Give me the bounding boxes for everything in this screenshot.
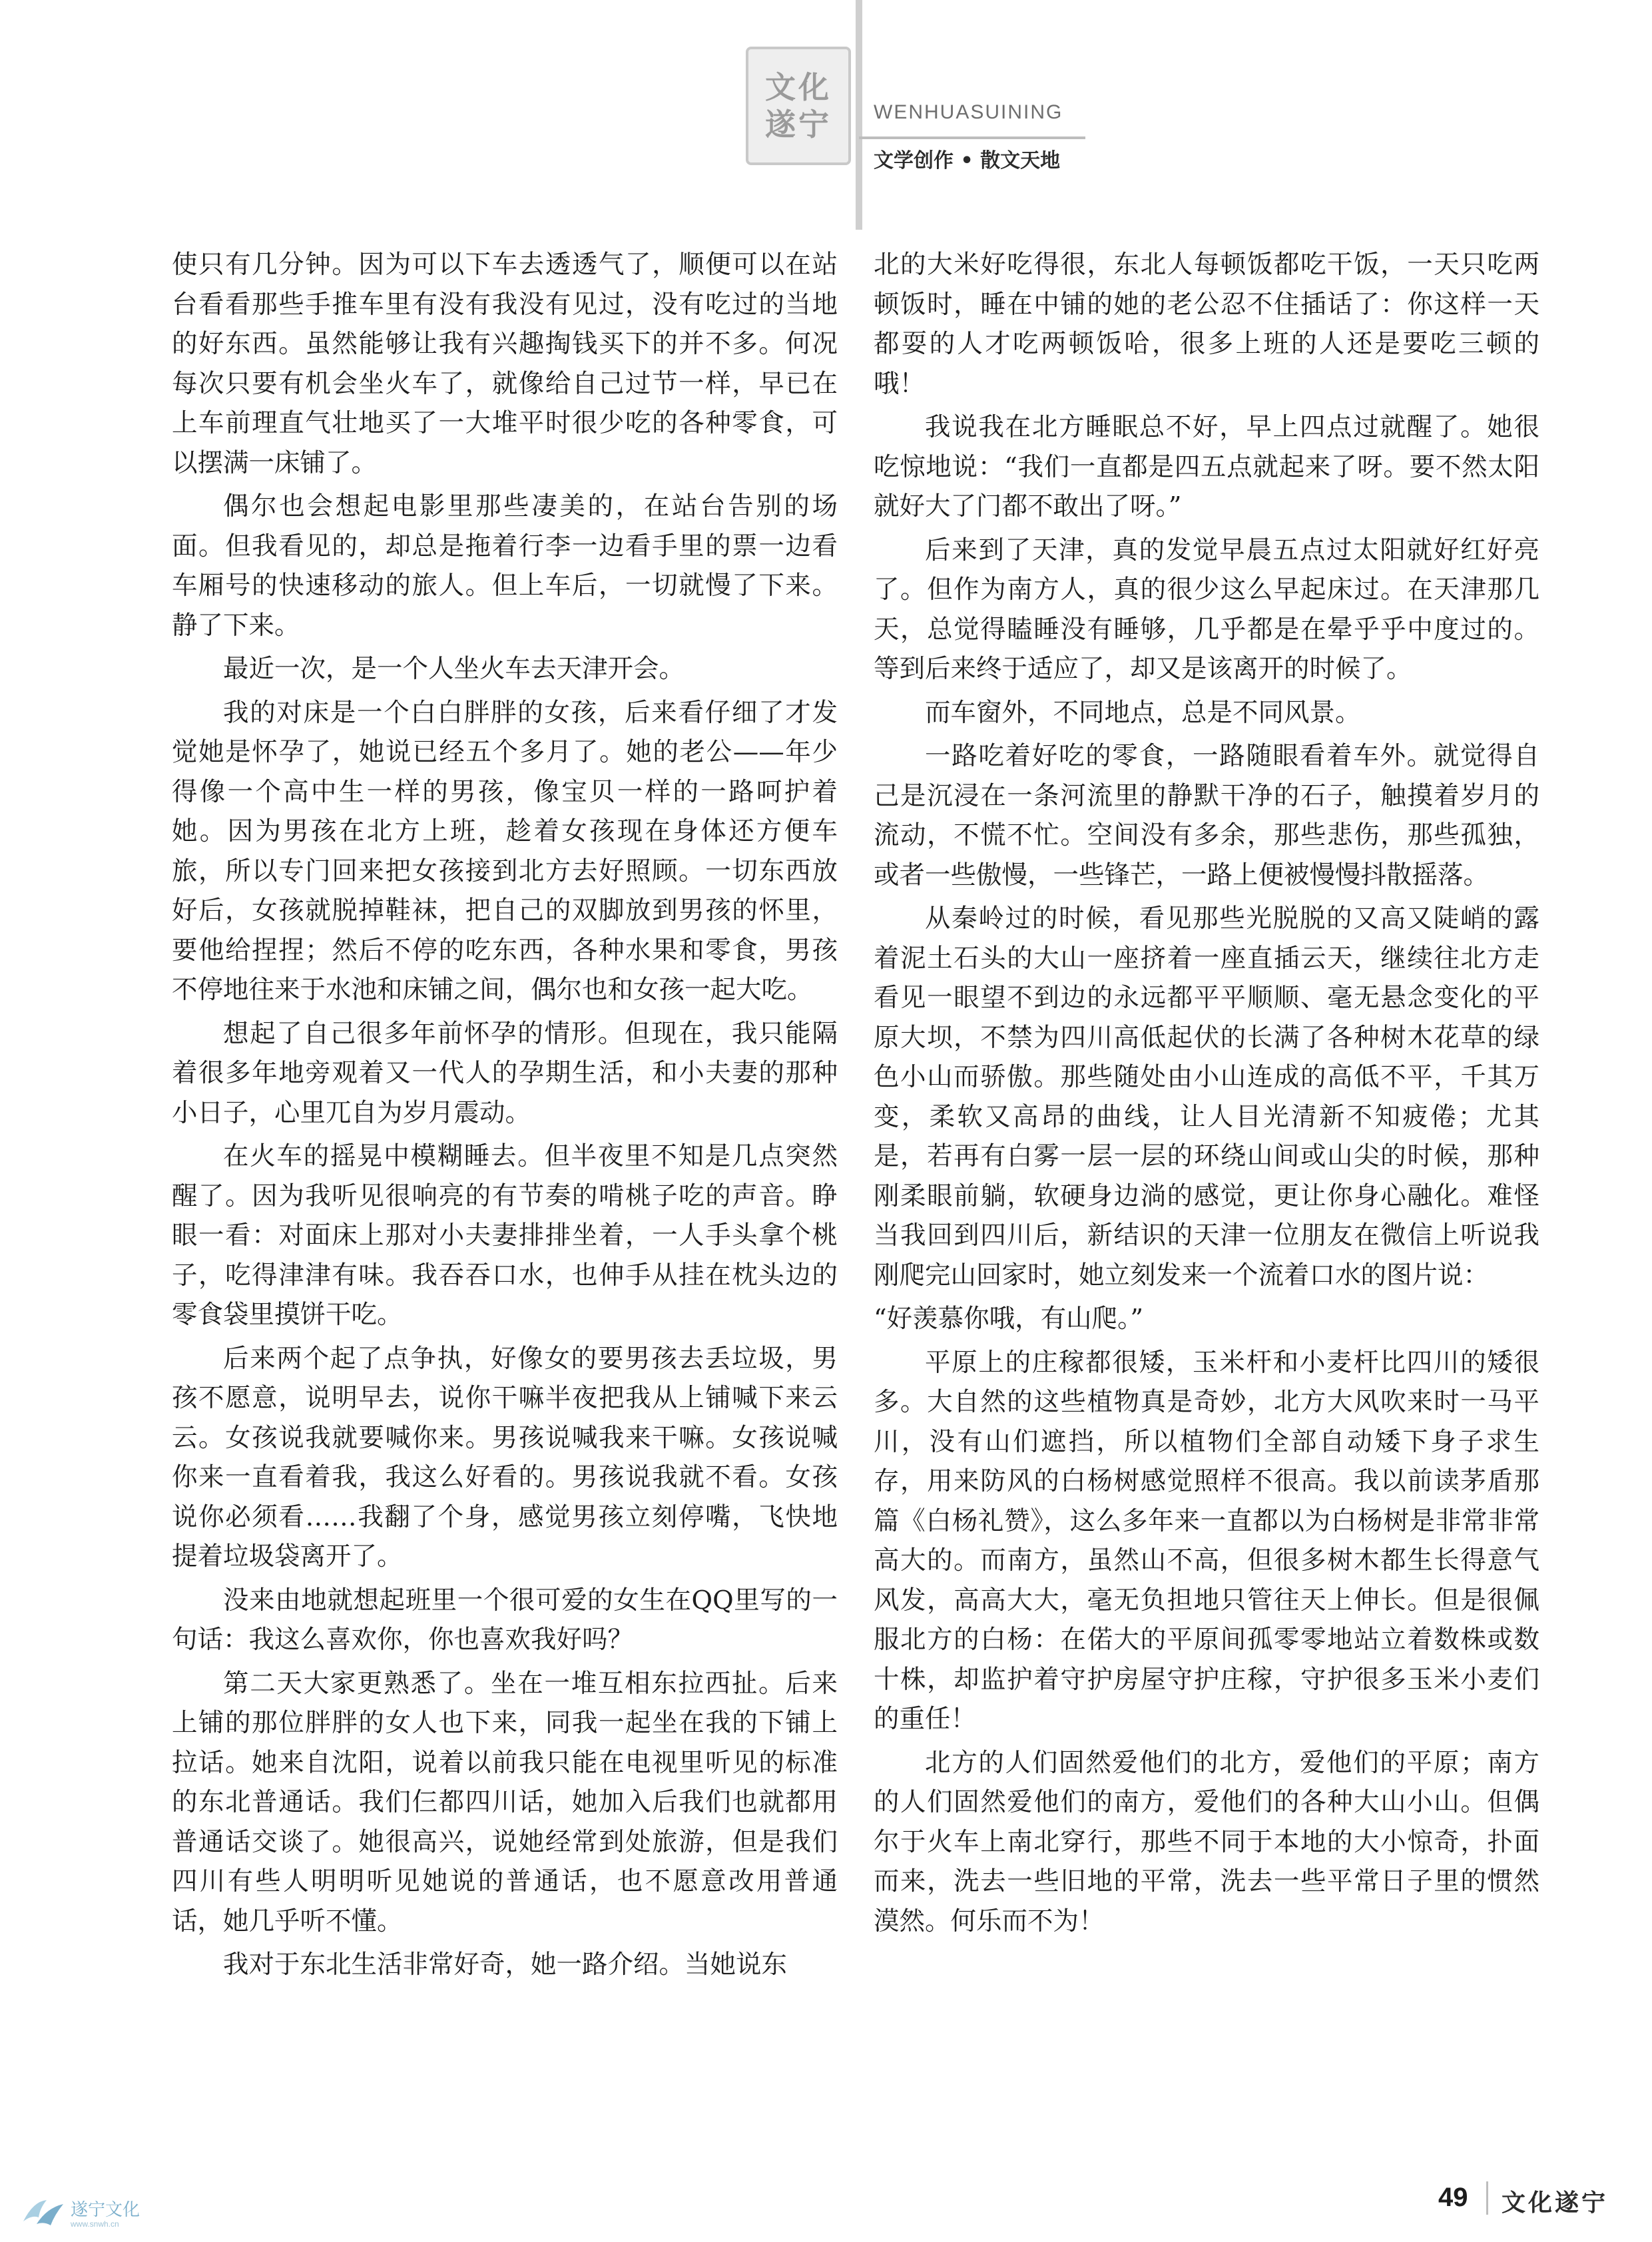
paragraph: 偶尔也会想起电影里那些凄美的，在站台告别的场面。但我看见的，却总是拖着行李一边看手里的票一边看车厢号的快速移动的旅人。但上车后，一切就慢了下来。静了下来。 bbox=[172, 491, 838, 641]
watermark bbox=[20, 2195, 140, 2235]
section-title: 文学创作 • 散文天地 bbox=[874, 149, 1061, 172]
paragraph: 从秦岭过的时候，看见那些光脱脱的又高又陡峭的露着泥土石头的大山一座挤着一座直插云天，继续往北方走看见一眼望不到边的永远都平平顺顺、毫无悬念变化的平原大坝，不禁为四川高低起伏的长满了各种树木花草的绿色小山而骄傲。那些随处由小山连成的高低不平，千其万变，柔软又高昂的曲线，让人目光清新不知疲倦；尤其是，若再有白雾一层一层的环绕山间或山尖的时候，那种刚柔眼前躺，软硬身边淌的感觉，更让你身心融化。难怪当我回到四川后，新结识的天津一位朋友在微信上听说我刚爬完山回家时，她立刻发来一个流着口水的图片说： bbox=[874, 904, 1539, 1290]
paragraph: “好羡慕你哦，有山爬。” bbox=[874, 1304, 1144, 1334]
paragraph: 而车窗外，不同地点，总是不同风景。 bbox=[925, 697, 1361, 728]
paragraph: 平原上的庄稼都很矮，玉米杆和小麦杆比四川的矮很多。大自然的这些植物真是奇妙，北方大风吹来时一马平川，没有山们遮挡，所以植物们全部自动矮下身子求生存，用来防风的白杨树感觉照样不很高。我以前读茅盾那篇《白杨礼赞》，这么多年来一直都以为白杨树是非常非常高大的。而南方，虽然山不高，但很多树木都生长得意气风发，高高大大，毫无负担地只管往天上伸长。但是很佩服北方的白杨：在偌大的平原间孤零零地站立着数株或数十株，却监护着守护房屋守护庄稼，守护很多玉米小麦们的重任！ bbox=[874, 1347, 1539, 1734]
footer-separator bbox=[1486, 2181, 1488, 2215]
brand-name: WENHUASUINING bbox=[874, 101, 1063, 123]
header-vertical-rule bbox=[856, 0, 862, 230]
paragraph: 第二天大家更熟悉了。坐在一堆互相东拉西扯。后来上铺的那位胖胖的女人也下来，同我一起坐在我的下铺上拉话。她来自沈阳，说着以前我只能在电视里听见的标准的东北普通话。我们仨都四川话，她加入后我们也就都用普通话交谈了。她很高兴，说她经常到处旅游，但是我们四川有些人明明听见她说的普通话，也不愿意改用普通话，她几乎听不懂。 bbox=[172, 1668, 838, 1936]
left-text-column bbox=[172, 245, 838, 1989]
right-text-column bbox=[874, 245, 1539, 1945]
paragraph: 想起了自己很多年前怀孕的情形。但现在，我只能隔着很多年地旁观着又一代人的孕期生活，和小夫妻的那种小日子，心里兀自为岁月震动。 bbox=[172, 1018, 838, 1128]
paragraph: 一路吃着好吃的零食，一路随眼看着车外。就觉得自己是沉浸在一条河流里的静默干净的石子，触摸着岁月的流动，不慌不忙。空间没有多余，那些悲伤，那些孤独，或者一些傲慢，一些锋芒，一路上便被慢慢抖散摇落。 bbox=[874, 741, 1539, 890]
paragraph: 后来到了天津，真的发觉早晨五点过太阳就好红好亮了。但作为南方人，真的很少这么早起床过。在天津那几天，总觉得瞌睡没有睡够，几乎都是在晕乎乎中度过的。等到后来终于适应了，却又是该离开的时候了。 bbox=[874, 535, 1539, 684]
paragraph: 后来两个起了点争执，好像女的要男孩去丢垃圾，男孩不愿意，说明早去，说你干嘛半夜把我从上铺喊下来云云。女孩说我就要喊你来。男孩说喊我来干嘛。女孩说喊你来一直看着我，我这么好看的。男孩说我就不看。女孩说你必须看……我翻了个身，感觉男孩立刻停嘴，飞快地提着垃圾袋离开了。 bbox=[172, 1343, 838, 1571]
wing-logo-icon bbox=[20, 2195, 67, 2235]
watermark-text: 遂宁文化 bbox=[71, 2200, 140, 2220]
paragraph: 使只有几分钟。因为可以下车去透透气了，顺便可以在站台看看那些手推车里有没有我没有见过，没有吃过的当地的好东西。虽然能够让我有兴趣掏钱买下的并不多。何况每次只要有机会坐火车了，就像给自己过节一样，早已在上车前理直气壮地买了一大堆平时很少吃的各种零食，可以摆满一床铺了。 bbox=[172, 250, 838, 478]
watermark-url: www.snwh.cn bbox=[71, 2219, 119, 2229]
paragraph: 我的对床是一个白白胖胖的女孩，后来看仔细了才发觉她是怀孕了，她说已经五个多月了。她的老公——年少得像一个高中生一样的男孩，像宝贝一样的一路呵护着她。因为男孩在北方上班，趁着女孩现在身体还方便车旅，所以专门回来把女孩接到北方去好照顾。一切东西放好后，女孩就脱掉鞋袜，把自己的双脚放到男孩的怀里，要他给捏捏；然后不停的吃东西，各种水果和零食，男孩不停地往来于水池和床铺之间，偶尔也和女孩一起大吃。 bbox=[172, 697, 838, 1005]
logo-text: 文化遂宁 bbox=[765, 69, 832, 142]
header-horizontal-rule bbox=[859, 137, 1085, 139]
paragraph: 北方的人们固然爱他们的北方，爱他们的平原；南方的人们固然爱他们的南方，爱他们的各种大山小山。但偶尔于火车上南北穿行，那些不同于本地的大小惊奇，扑面而来，洗去一些旧地的平常，洗去一些平常日子里的惯然漠然。何乐而不为！ bbox=[874, 1747, 1539, 1936]
paragraph: 最近一次，是一个人坐火车去天津开会。 bbox=[223, 654, 685, 684]
paragraph: 我说我在北方睡眠总不好，早上四点过就醒了。她很吃惊地说：“我们一直都是四五点就起来了呀。要不然太阳就好大了门都不敢出了呀。” bbox=[874, 412, 1539, 521]
footer-brand: 文化遂宁 bbox=[1502, 2189, 1609, 2217]
page-number: 49 bbox=[1438, 2183, 1468, 2212]
paragraph: 我对于东北生活非常好奇，她一路介绍。当她说东 bbox=[223, 1950, 788, 1980]
paragraph: 北的大米好吃得很，东北人每顿饭都吃干饭，一天只吃两顿饭时，睡在中铺的她的老公忍不住插话了：你这样一天都耍的人才吃两顿饭哈，很多上班的人还是要吃三顿的哦！ bbox=[874, 250, 1539, 399]
paragraph: 在火车的摇晃中模糊睡去。但半夜里不知是几点突然醒了。因为我听见很响亮的有节奏的啃桃子吃的声音。睁眼一看：对面床上那对小夫妻排排坐着，一人手头拿个桃子，吃得津津有味。我吞吞口水，也伸手从挂在枕头边的零食袋里摸饼干吃。 bbox=[172, 1141, 838, 1330]
magazine-logo bbox=[746, 47, 851, 165]
paragraph: 没来由地就想起班里一个很可爱的女生在QQ里写的一句话：我这么喜欢你，你也喜欢我好吗？ bbox=[172, 1585, 838, 1655]
